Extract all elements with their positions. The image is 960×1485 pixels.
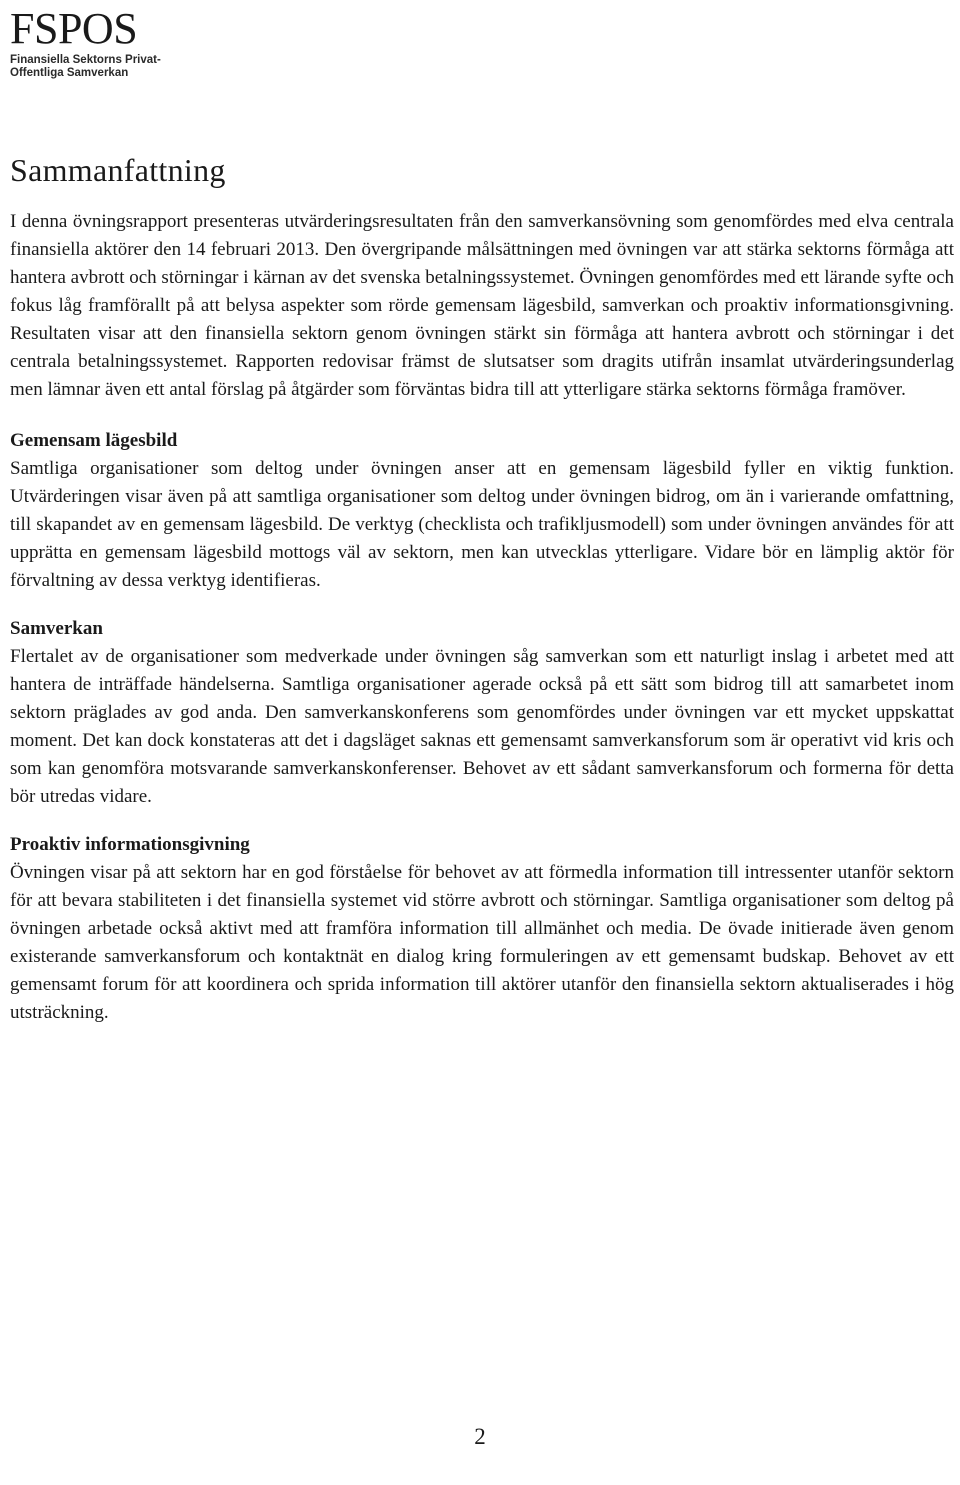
section-paragraph: Flertalet av de organisationer som medverkade under övningen såg samverkan som ett naturligt inslag i arbetet med att hantera de inträffade händelserna. Samtliga organisationer agerade också på ett sätt som bidrog till att samarbetet inom sektorn präglades av god anda. Den samverkanskonferens som genomfördes under övningen var ett mycket uppskattat moment. Det kan dock konstateras att det i dagsläget saknas ett gemensamt samverkansforum som är operativt vid kris och som kan genomföra motsvarande samverkanskonferenser. Behovet av ett sådant samverkansforum och formerna för detta bör utredas vidare. — [10, 646, 954, 807]
document-body — [10, 146, 954, 1047]
section-proaktiv-informationsgivning — [10, 831, 954, 1027]
section-gemensam-lagesbild — [10, 427, 954, 595]
section-heading: Gemensam lägesbild — [10, 430, 178, 451]
logo-subtitle-line-2: Offentliga Samverkan — [10, 67, 129, 79]
fspos-logo — [10, 4, 210, 80]
section-paragraph: Samtliga organisationer som deltog under övningen anser att en gemensam lägesbild fyller en viktig funktion. Utvärderingen visar även på att samtliga organisationer som deltog under övningen bidrog, om än i varierande omfattning, till skapandet av en gemensam lägesbild. De verktyg (checklista och trafikljusmodell) som under övningen användes för att upprätta en gemensam lägesbild mottogs väl av sektorn, men kan utvecklas ytterligare. Vidare bör en lämplig aktör för förvaltning av dessa verktyg identifieras. — [10, 458, 954, 591]
section-heading: Samverkan — [10, 618, 103, 639]
intro-paragraph: I denna övningsrapport presenteras utvärderingsresultaten från den samverkansövning som genomfördes med elva centrala finansiella aktörer den 14 februari 2013. Den övergripande målsättningen med övningen var att stärka sektorns förmåga att hantera avbrott och störningar i kärnan av det svenska betalningssystemet. Övningen genomfördes med ett lärande syfte och fokus låg framförallt på att belysa aspekter som rörde gemensam lägesbild, samverkan och proaktiv informationsgivning. Resultaten visar att den finansiella sektorn genom övningen stärkt sin förmåga att hantera avbrott och störningar i det centrala betalningssystemet. Rapporten redovisar främst de slutsatser som dragits utifrån insamlat utvärderingsunderlag men lämnar även ett antal förslag på åtgärder som förväntas bidra till att ytterligare stärka sektorns förmåga framöver. — [10, 211, 954, 400]
section-paragraph: Övningen visar på att sektorn har en god förståelse för behovet av att förmedla information till intressenter utanför sektorn för att bevara stabiliteten i det finansiella systemet vid större avbrott och störningar. Samtliga organisationer som deltog på övningen arbetade också aktivt med att framföra information till allmänhet och media. De övade initierade även genom existerande samverkansforum och kontaktnät en dialog kring formuleringen av ett gemensamt budskap. Behovet av ett gemensamt forum för att koordinera och sprida information till aktörer utanför den finansiella sektorn aktualiserades i hög utsträckning. — [10, 862, 954, 1023]
section-samverkan — [10, 615, 954, 811]
page-number: 2 — [474, 1424, 486, 1449]
page-title: Sammanfattning — [10, 152, 226, 188]
section-heading: Proaktiv informationsgivning — [10, 834, 250, 855]
logo-subtitle-line-1: Finansiella Sektorns Privat- — [10, 54, 161, 66]
logo-wordmark: FSPOS — [10, 4, 138, 53]
